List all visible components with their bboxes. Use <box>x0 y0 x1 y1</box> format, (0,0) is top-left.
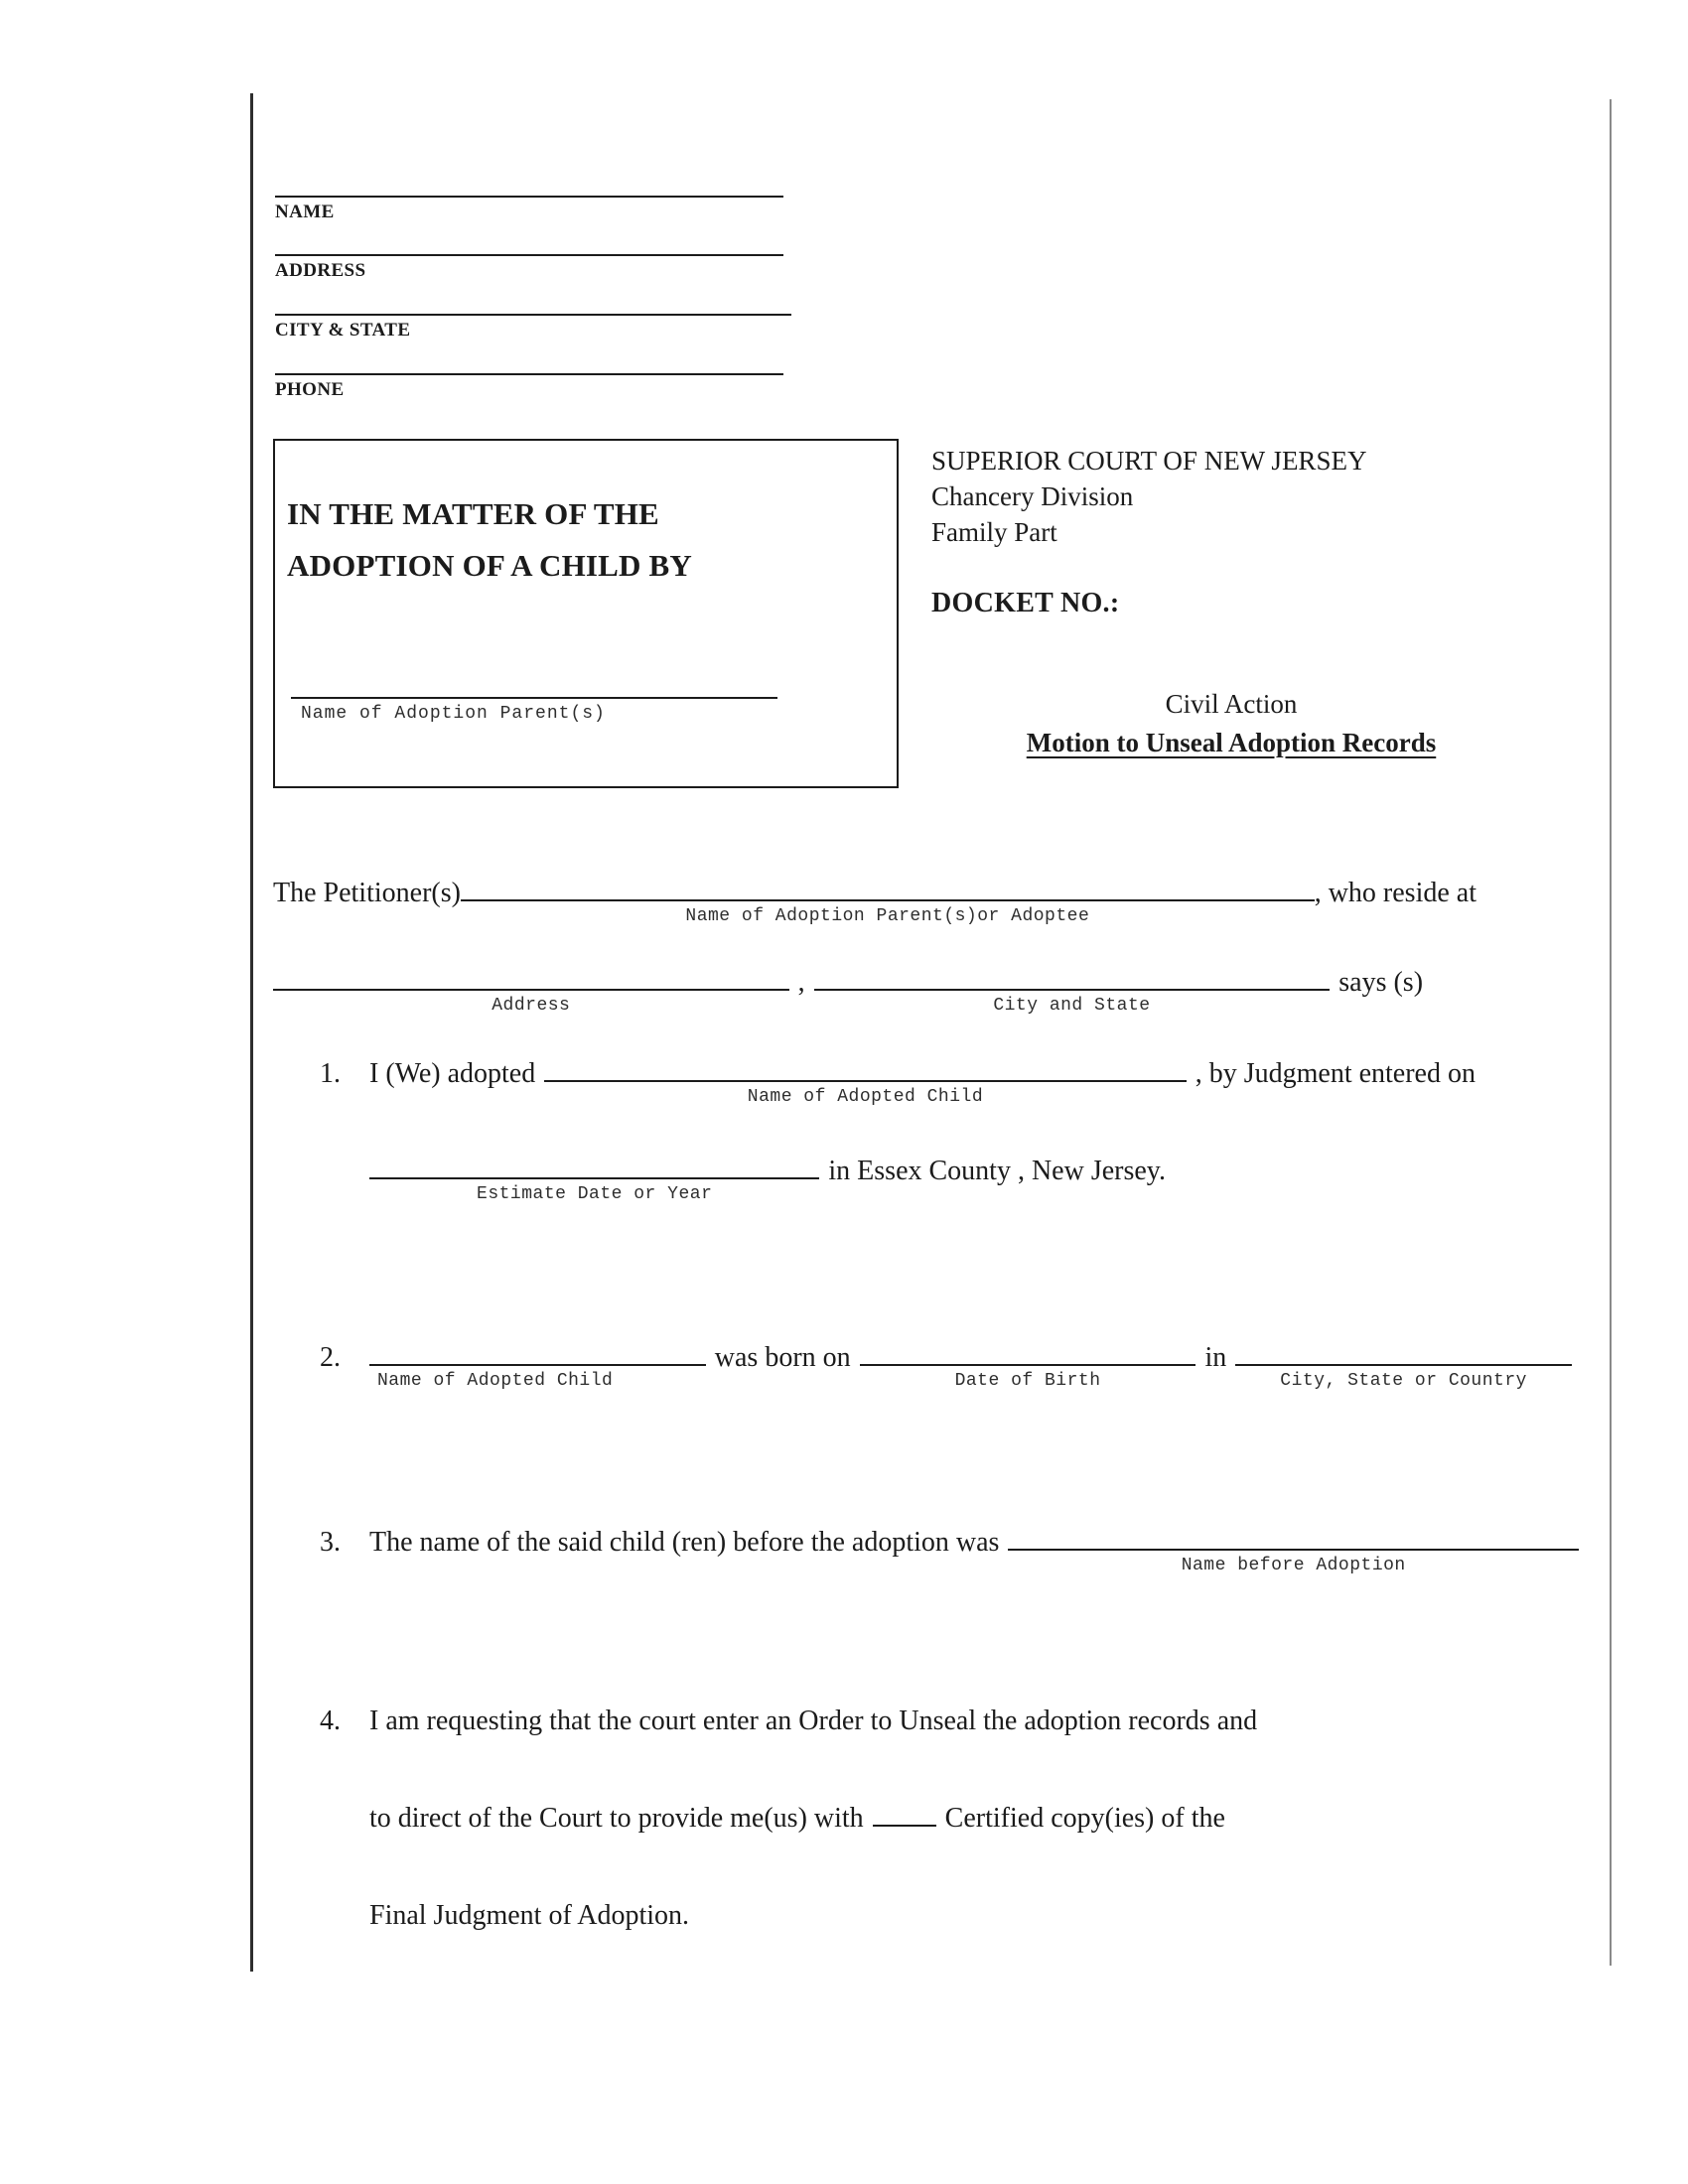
item-3-line <box>320 1525 1579 1575</box>
adopted-child-blank <box>544 1077 1186 1107</box>
address-field <box>275 254 783 282</box>
case-title-line-1: IN THE MATTER OF THE <box>287 496 659 531</box>
case-title-line-2: ADOPTION OF A CHILD BY <box>287 548 693 584</box>
request-line-2-tail: Certified copy(ies) of the <box>944 1803 1225 1834</box>
left-margin-rule <box>250 93 253 1972</box>
date-of-birth-blank <box>860 1361 1196 1391</box>
action-block <box>943 685 1519 762</box>
petitioner-name-blank <box>461 896 1315 926</box>
was-born-on-text: was born on <box>714 1342 851 1373</box>
item-3-number: 3. <box>320 1527 341 1558</box>
date-of-birth-caption: Date of Birth <box>954 1371 1101 1391</box>
name-before-adoption-caption: Name before Adoption <box>1181 1556 1406 1575</box>
case-caption-box <box>273 439 899 788</box>
city-state-field <box>275 314 791 341</box>
adopted-child-caption: Name of Adopted Child <box>747 1087 984 1107</box>
court-division: Chancery Division <box>931 481 1134 511</box>
adopted-lead-text: I (We) adopted <box>369 1058 536 1089</box>
child-name-caption: Name of Adopted Child <box>377 1371 614 1391</box>
item-4-line-3 <box>369 1898 689 1933</box>
estimate-date-caption: Estimate Date or Year <box>477 1184 713 1204</box>
item-4-number: 4. <box>320 1706 341 1736</box>
item-2-line <box>320 1340 1572 1391</box>
address-caption: Address <box>492 996 571 1016</box>
item-2-number: 2. <box>320 1342 341 1373</box>
petitioner-line-1 <box>273 876 1477 926</box>
request-line-2-lead: to direct of the Court to provide me(us) with <box>369 1803 864 1834</box>
petitioner-name-caption: Name of Adoption Parent(s)or Adoptee <box>685 906 1090 926</box>
request-line-3: Final Judgment of Adoption. <box>369 1900 689 1931</box>
motion-title: Motion to Unseal Adoption Records <box>1026 728 1437 757</box>
judgment-tail-text: , by Judgment entered on <box>1195 1058 1476 1089</box>
phone-field-label: PHONE <box>275 379 345 400</box>
court-part: Family Part <box>931 517 1057 547</box>
adoption-parents-blank-line <box>291 697 777 724</box>
petitioner-prefix: The Petitioner(s) <box>273 878 461 908</box>
address-field-label: ADDRESS <box>275 260 366 281</box>
says-text: says (s) <box>1338 967 1424 998</box>
petitioner-line-2 <box>273 965 1424 1016</box>
name-before-adoption-text: The name of the said child (ren) before the adoption was <box>369 1527 1000 1558</box>
item-4-line-1 <box>320 1704 1257 1738</box>
name-before-adoption-blank <box>1008 1546 1579 1575</box>
address-blank <box>273 986 789 1016</box>
court-header <box>931 443 1366 550</box>
name-field-label: NAME <box>275 202 335 222</box>
name-field <box>275 196 783 223</box>
in-text: in <box>1204 1342 1227 1373</box>
essex-county-text: in Essex County , New Jersey. <box>828 1156 1166 1186</box>
phone-field <box>275 373 783 401</box>
item-1-line-1 <box>320 1056 1476 1107</box>
item-4-line-2 <box>369 1801 1225 1836</box>
civil-action-label: Civil Action <box>1165 689 1298 719</box>
request-line-1: I am requesting that the court enter an Order to Unseal the adoption records and <box>369 1706 1258 1736</box>
child-name-blank <box>369 1361 706 1391</box>
city-state-field-label: CITY & STATE <box>275 320 411 341</box>
who-reside-text: , who reside at <box>1314 878 1477 908</box>
city-state-caption: City and State <box>993 996 1151 1016</box>
adoption-parents-blank-caption: Name of Adoption Parent(s) <box>301 704 606 724</box>
item-1-number: 1. <box>320 1058 341 1089</box>
comma-separator: , <box>797 967 805 998</box>
city-state-blank <box>814 986 1331 1016</box>
case-title <box>287 488 897 592</box>
birthplace-blank <box>1235 1361 1572 1391</box>
court-name: SUPERIOR COURT OF NEW JERSEY <box>931 446 1367 476</box>
copies-count-blank <box>873 1822 936 1827</box>
item-1-line-2 <box>369 1154 1166 1204</box>
right-margin-rule <box>1610 99 1612 1966</box>
estimate-date-blank <box>369 1174 819 1204</box>
docket-label: DOCKET NO.: <box>931 588 1120 618</box>
birthplace-caption: City, State or Country <box>1280 1371 1527 1391</box>
